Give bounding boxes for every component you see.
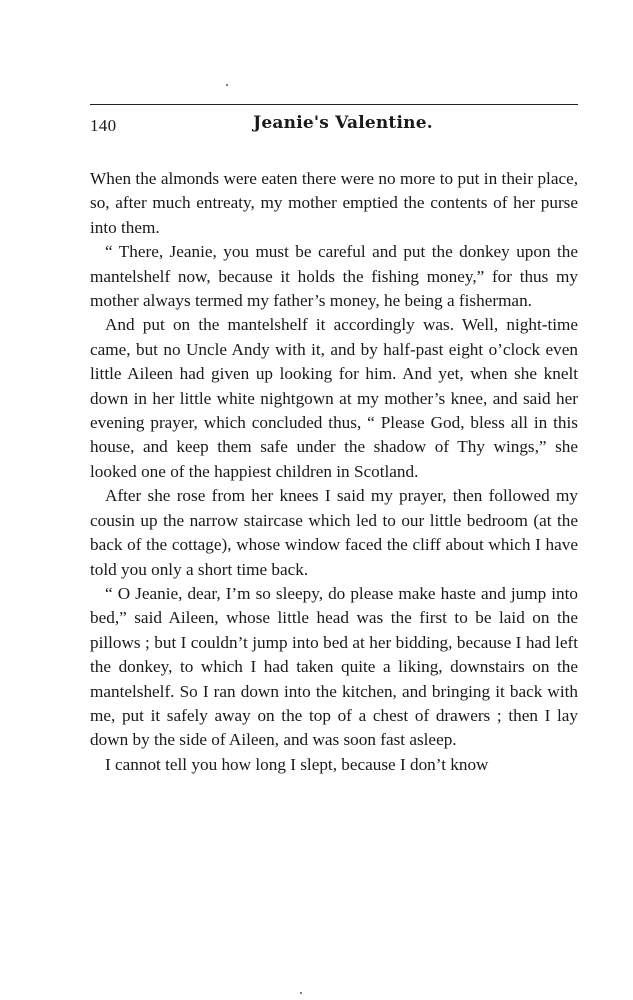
paragraph: After she rose from her knees I said my prayer, then followed my cousin up the narrow staircase which led to our little bedroom (at the back of the cottage), whose window faced the cliff about which I have told you only a short time back. xyxy=(90,486,578,579)
paragraph: “ There, Jeanie, you must be careful and put the donkey upon the mantelshelf now, because it holds the fishing money,” for thus my mother always termed my father’s money, he being a fisherman. xyxy=(90,242,578,311)
paragraph: And put on the mantelshelf it accordingly was. Well, night-time came, but no Uncle Andy with it, and by half-past eight o’clock even little Aileen had given up looking for him. And yet, when she knelt down in her little white nightgown at my mother’s knee, and said her evening prayer, which concluded thus, “ Please God, bless all in this house, and keep them safe under the shadow of Thy wings,” she looked one of the happiest children in Scotland. xyxy=(90,315,578,481)
printing-speck xyxy=(226,84,228,86)
paragraph: I cannot tell you how long I slept, because I don’t know xyxy=(105,754,489,774)
page-number: 140 xyxy=(90,116,117,135)
header-rule xyxy=(90,104,578,105)
running-title: Jeanie's Valentine. xyxy=(253,113,433,133)
paragraph: When the almonds were eaten there were no more to put in their place, so, after much entreaty, my mother emptied the contents of her purse into them. xyxy=(90,169,578,237)
page-header xyxy=(90,104,578,140)
paragraph: “ O Jeanie, dear, I’m so sleepy, do please make haste and jump into bed,” said Aileen, whose little head was the first to be laid on the pillows ; but I couldn’t jump into bed at her bidding, because I had left the donkey, to which I had taken quite a liking, downstairs on the mantelshelf. So I ran down into the kitchen, and bringing it back with me, put it safely away on the top of a chest of drawers ; then I lay down by the side of Aileen, and was soon fast asleep. xyxy=(90,583,578,750)
body-text xyxy=(90,167,578,777)
printing-speck xyxy=(300,992,302,994)
